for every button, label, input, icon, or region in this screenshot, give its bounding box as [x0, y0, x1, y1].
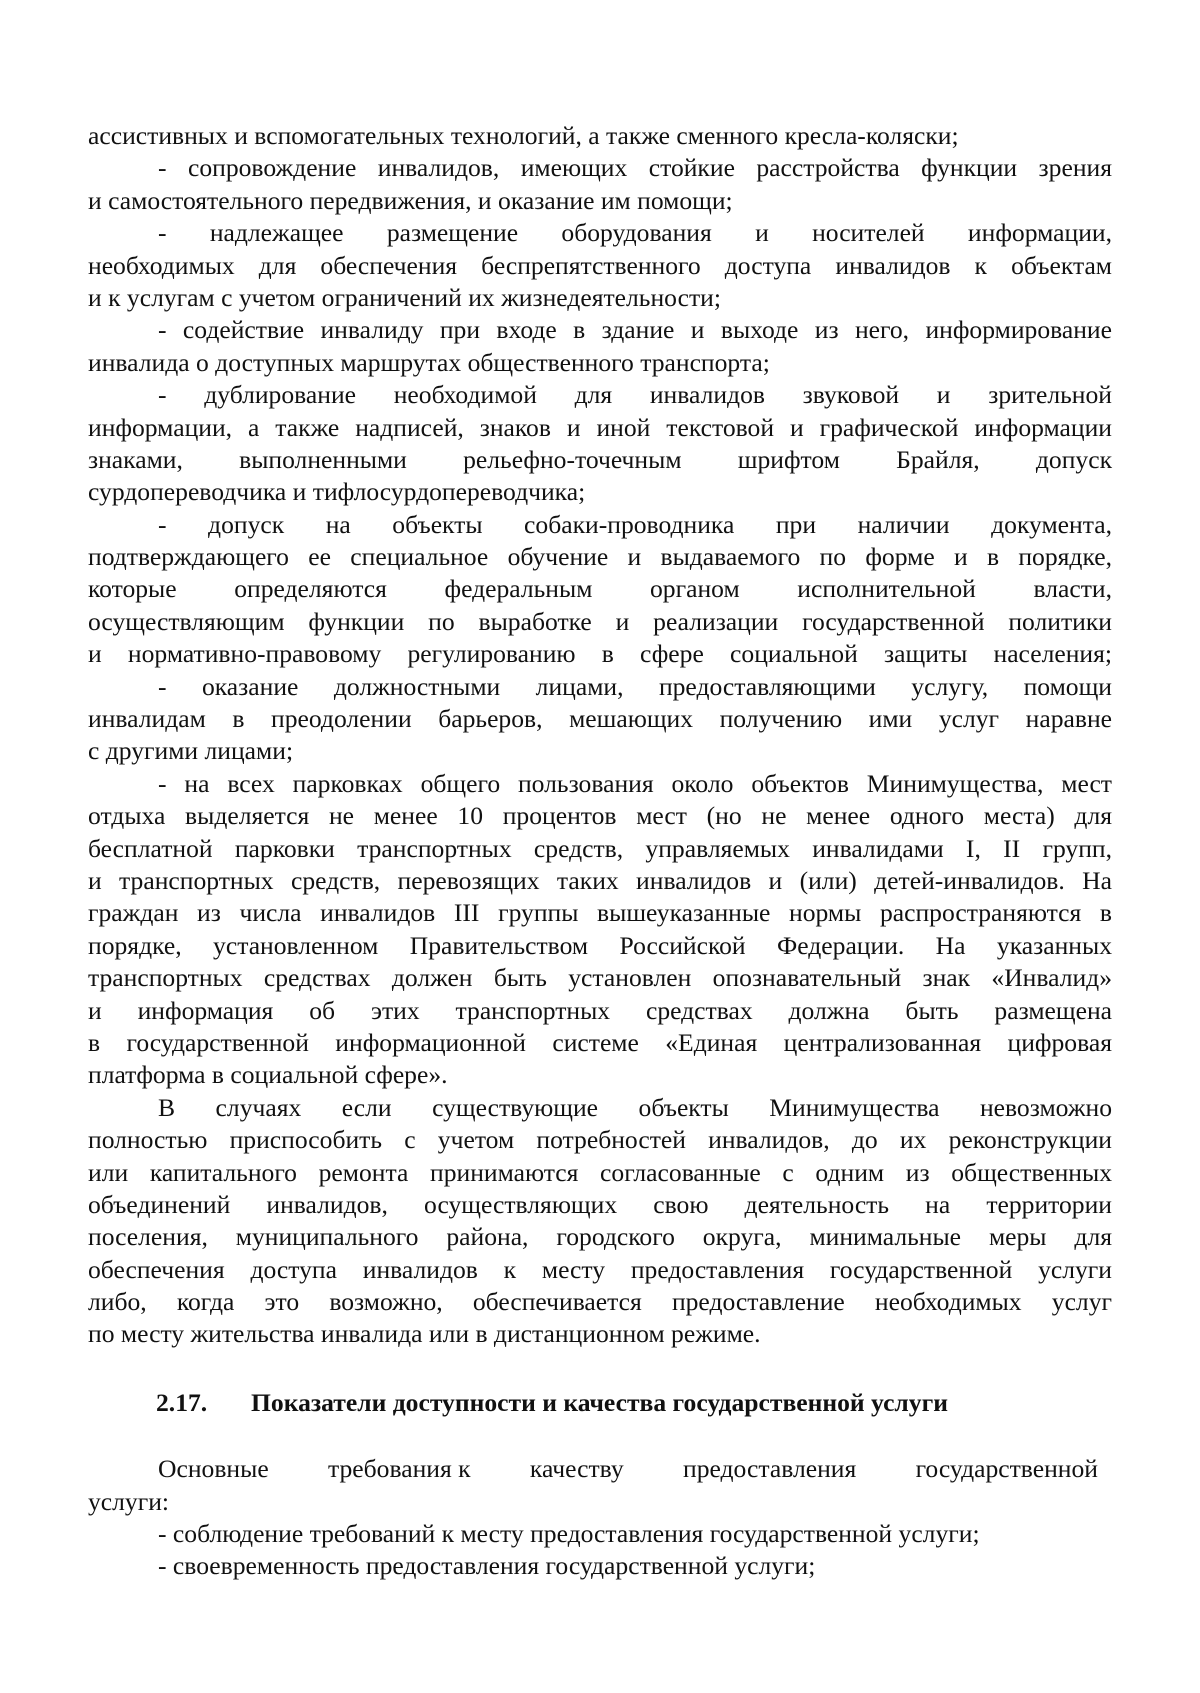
body-text [88, 120, 1112, 1351]
text-line: объединений инвалидов, осуществляющих свою деятельность на территории [88, 1189, 1112, 1219]
text-line: - допуск на объекты собаки-проводника при наличии документа, [158, 509, 1112, 539]
text-line: платформа в социальной сфере». [88, 1060, 448, 1090]
text-line: отдыха выделяется не менее 10 процентов мест (но не менее одного места) для [88, 801, 1112, 831]
text-line: в государственной информационной системе «Единая централизованная цифровая [88, 1027, 1112, 1057]
text-line: - дублирование необходимой для инвалидов звуковой и зрительной [158, 380, 1112, 410]
text-line: и к услугам с учетом ограничений их жизнедеятельности; [88, 282, 721, 312]
quality-intro-word: Основные [158, 1454, 269, 1484]
text-line: осуществляющим функции по выработке и реализации государственной политики [88, 606, 1112, 636]
text-line: транспортных средствах должен быть установлен опознавательный знак «Инвалид» [88, 963, 1112, 993]
text-line: - надлежащее размещение оборудования и носителей информации, [158, 218, 1112, 248]
text-line: информации, а также надписей, знаков и иной текстовой и графической информации [88, 412, 1112, 442]
quality-list [88, 1518, 1112, 1583]
quality-list-item: - своевременность предоставления государственной услуги; [158, 1551, 816, 1581]
spacer [88, 1419, 1112, 1453]
text-line: поселения, муниципального района, городского округа, минимальные меры для [88, 1222, 1112, 1252]
text-line: и самостоятельного передвижения, и оказание им помощи; [88, 185, 733, 215]
text-line: либо, когда это возможно, обеспечивается предоставление необходимых услуг [88, 1287, 1112, 1317]
text-line: которые определяются федеральным органом исполнительной власти, [88, 574, 1112, 604]
text-line: или капитального ремонта принимаются согласованные с одним из общественных [88, 1157, 1112, 1187]
text-line: с другими лицами; [88, 736, 294, 766]
text-line: - содействие инвалиду при входе в здание и выходе из него, информирование [158, 315, 1112, 345]
text-line: инвалидам в преодолении барьеров, мешающих получению ими услуг наравне [88, 704, 1112, 734]
section-number: 2.17. [156, 1387, 208, 1417]
text-line: по месту жительства инвалида или в дистанционном режиме. [88, 1319, 761, 1349]
quality-list-item: - соблюдение требований к месту предоставления государственной услуги; [158, 1519, 980, 1549]
text-line: - сопровождение инвалидов, имеющих стойкие расстройства функции зрения [158, 153, 1112, 183]
text-line: порядке, установленном Правительством Российской Федерации. На указанных [88, 930, 1112, 960]
text-line: полностью приспособить с учетом потребностей инвалидов, до их реконструкции [88, 1125, 1112, 1155]
quality-intro-continuation: услуги: [88, 1486, 170, 1516]
spacer [88, 1351, 1112, 1387]
section-heading [88, 1387, 1112, 1419]
text-line: В случаях если существующие объекты Минимущества невозможно [158, 1092, 1112, 1122]
text-line: бесплатной парковки транспортных средств, управляемых инвалидами I, II групп, [88, 833, 1112, 863]
text-line: инвалида о доступных маршрутах общественного транспорта; [88, 347, 770, 377]
quality-intro-word: качеству [529, 1454, 624, 1484]
text-line: - на всех парковках общего пользования около объектов Минимущества, мест [158, 768, 1112, 798]
quality-intro-line [88, 1453, 1098, 1485]
quality-intro-word: государственной [915, 1454, 1098, 1484]
quality-intro-word: требования к [328, 1454, 471, 1484]
text-line: и информация об этих транспортных средствах должна быть размещена [88, 995, 1112, 1025]
text-line: и нормативно-правовому регулированию в сфере социальной защиты населения; [88, 639, 1112, 669]
text-line: сурдопереводчика и тифлосурдопереводчика; [88, 477, 586, 507]
text-line: граждан из числа инвалидов III группы вышеуказанные нормы распространяются в [88, 898, 1112, 928]
quality-intro-word: предоставления [683, 1454, 857, 1484]
text-line: обеспечения доступа инвалидов к месту предоставления государственной услуги [88, 1254, 1112, 1284]
text-line: знаками, выполненными рельефно-точечным шрифтом Брайля, допуск [88, 444, 1112, 474]
text-line: и транспортных средств, перевозящих таких инвалидов и (или) детей-инвалидов. На [88, 865, 1112, 895]
text-line: ассистивных и вспомогательных технологий, а также сменного кресла-коляски; [88, 121, 959, 150]
text-line: - оказание должностными лицами, предоставляющими услугу, помощи [158, 671, 1112, 701]
text-line: необходимых для обеспечения беспрепятственного доступа инвалидов к объектам [88, 250, 1112, 280]
text-line: подтверждающего ее специальное обучение и выдаваемого по форме и в порядке, [88, 542, 1112, 572]
section-title: Показатели доступности и качества государственной услуги [251, 1387, 948, 1417]
